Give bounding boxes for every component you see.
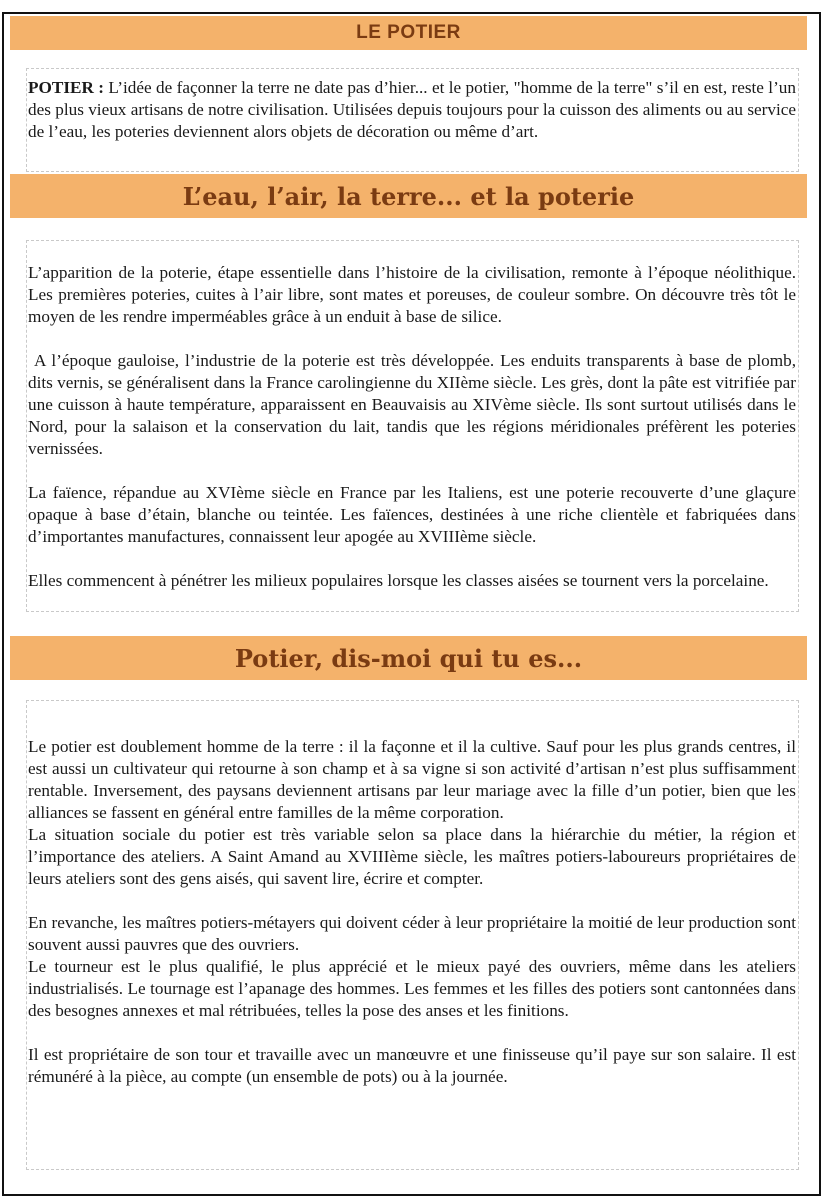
page-title: LE POTIER (10, 16, 807, 50)
paragraph: La faïence, répandue au XVIème siècle en France par les Italiens, est une poterie recouverte d’une glaçure opaque à base d’étain, blanche ou teintée. Les faïences, destinées à une riche clientèle et fabriquées dans d’importantes manufactures, connaissent leur apogée au XVIIIème siècle. (28, 483, 796, 546)
section-heading-poterie: L’eau, l’air, la terre... et la poterie (10, 174, 807, 218)
paragraph: En revanche, les maîtres potiers-métayers qui doivent céder à leur propriétaire la moitié de leur production sont souvent aussi pauvres que des ouvriers. (28, 913, 796, 954)
intro-text: L’idée de façonner la terre ne date pas d’hier... et le potier, "homme de la terre" s’il en est, reste l’un des plus vieux artisans de notre civilisation. Utilisées depuis toujours pour la cuisson des aliments ou au service de l’eau, les poteries deviennent alors objets de décoration ou même d’art. (28, 78, 796, 141)
intro-paragraph (28, 77, 796, 143)
section-heading-potier: Potier, dis-moi qui tu es... (10, 636, 807, 680)
section-body-potier (28, 736, 796, 1088)
paragraph: Il est propriétaire de son tour et travaille avec un manœuvre et une finisseuse qu’il paye sur son salaire. Il est rémunéré à la pièce, au compte (un ensemble de pots) ou à la journée. (28, 1045, 796, 1086)
paragraph: La situation sociale du potier est très variable selon sa place dans la hiérarchie du métier, la région et l’importance des ateliers. A Saint Amand au XVIIIème siècle, les maîtres potiers-laboureurs propriétaires de leurs ateliers sont des gens aisés, qui savent lire, écrire et compter. (28, 825, 796, 888)
paragraph: A l’époque gauloise, l’industrie de la poterie est très développée. Les enduits transparents à base de plomb, dits vernis, se généralisent dans la France carolingienne du XIIème siècle. Les grès, dont la pâte est vitrifiée par une cuisson à haute température, apparaissent en Beauvaisis au XIVème siècle. Ils sont surtout utilisés dans le Nord, pour la salaison et la conservation du lait, tandis que les régions méridionales préfèrent les poteries vernissées. (28, 351, 801, 458)
paragraph: L’apparition de la poterie, étape essentielle dans l’histoire de la civilisation, remonte à l’époque néolithique. Les premières poteries, cuites à l’air libre, sont mates et poreuses, de couleur sombre. On découvre très tôt le moyen de les rendre imperméables grâce à un enduit à base de silice. (28, 263, 796, 326)
paragraph: Elles commencent à pénétrer les milieux populaires lorsque les classes aisées se tournent vers la porcelaine. (28, 571, 769, 590)
paragraph: Le potier est doublement homme de la terre : il la façonne et il la cultive. Sauf pour les plus grands centres, il est aussi un cultivateur qui retourne à son champ et à sa vigne si son activité d’artisan n’est plus suffisamment rentable. Inversement, des paysans deviennent artisans par leur mariage avec la fille d’un potier, bien que les alliances se fassent en général entre familles de la même corporation. (28, 737, 796, 822)
section-body-poterie (28, 262, 801, 592)
paragraph: Le tourneur est le plus qualifié, le plus apprécié et le mieux payé des ouvriers, même dans les ateliers industrialisés. Le tournage est l’apanage des hommes. Les femmes et les filles des potiers sont cantonnées dans des besognes annexes et mal rétribuées, telles la pose des anses et les finitions. (28, 957, 796, 1020)
intro-lead: POTIER : (28, 78, 104, 97)
